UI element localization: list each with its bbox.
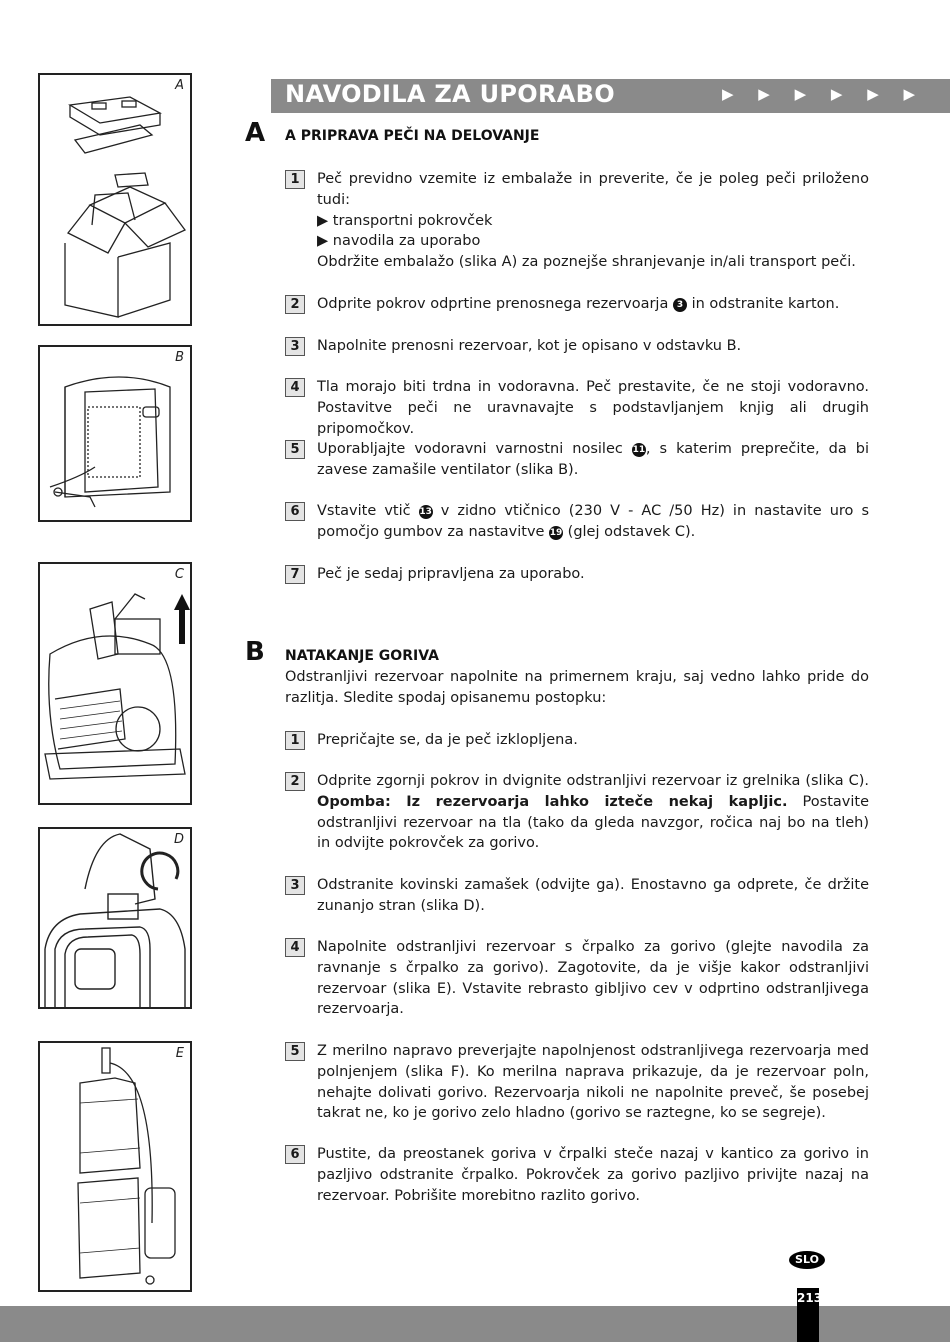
step-text: Peč je sedaj pripravljena za uporabo.	[317, 566, 585, 582]
step-text	[317, 439, 869, 481]
page-title: NAVODILA ZA UPORABO	[285, 80, 615, 108]
figure-c-label: C	[174, 567, 184, 582]
step-text: Odstranite kovinski zamašek (odvijte ga). Enostavno ga odprete, če držite zunanjo stran (slika D).	[317, 877, 869, 914]
step-number: 7	[285, 565, 305, 584]
step-text	[317, 169, 869, 252]
figure-c-illustration	[40, 564, 190, 803]
step-text-part: Postavite odstranljivi rezervoar na tla (tako da gleda navzgor, ročica naj bo na tleh) in odvijte pokrovček za gorivo.	[317, 793, 869, 852]
step-text-part: in odstranite karton.	[691, 296, 840, 312]
component-ref-icon: 11	[632, 445, 646, 455]
step-note: Obdržite embalažo (slika A) za poznejše shranjevanje in/ali transport peči.	[317, 254, 856, 270]
banner-arrows-icon: ▶ ▶ ▶ ▶ ▶ ▶	[722, 85, 926, 103]
bullet-item	[317, 211, 869, 232]
component-ref-icon: 13	[419, 507, 432, 517]
figure-b-illustration	[40, 347, 190, 520]
step-text: Prepričajte se, da je peč izklopljena.	[317, 732, 578, 748]
section-b-letter: B	[245, 637, 265, 667]
step-number: 1	[285, 731, 305, 750]
bullet-arrow-icon: ▶	[317, 233, 333, 250]
page-number-tab	[797, 1288, 823, 1342]
bullet-item	[317, 231, 869, 252]
page-number: 213	[797, 1291, 823, 1305]
step-number: 1	[285, 170, 305, 189]
figure-c	[38, 562, 192, 805]
figure-e-label: E	[175, 1046, 184, 1061]
step-text: Pustite, da preostanek goriva v črpalki steče nazaj v kantico za gorivo in pazljivo odstranite črpalko. Pokrovček za gorivo pazljivo privijte nazaj na rezervoar. Pobrišite morebitno razlito gorivo.	[317, 1146, 869, 1204]
step-number: 5	[285, 1042, 305, 1061]
bullet-arrow-icon: ▶	[317, 212, 333, 229]
figure-d-illustration	[40, 829, 190, 1007]
step-text	[317, 501, 869, 543]
step-text	[317, 771, 869, 854]
step-text-part: (glej odstavek C).	[567, 523, 696, 540]
language-badge: SLO	[789, 1251, 825, 1269]
component-ref-icon: 19	[549, 527, 563, 538]
step-number: 3	[285, 876, 305, 895]
bullet-text: transportni pokrovček	[332, 212, 493, 229]
figure-a	[38, 73, 192, 326]
figure-a-illustration	[40, 75, 190, 324]
figure-b-label: B	[175, 350, 184, 365]
step-number: 5	[285, 440, 305, 459]
step-text: Napolnite odstranljivi rezervoar s črpalko za gorivo (glejte navodila za ravnanje s črpalko za gorivo). Zagotovite, da je višje kakor odstranljivi rezervoar (slika E). Vstavite rebrasto gibljivo cev v odprtino odstranljivega rezervoarja.	[317, 939, 869, 1018]
figure-d-label: D	[173, 832, 184, 847]
step-text: Z merilno napravo preverjajte napolnjenost odstranljivega rezervoarja med polnjenjem (slika F). Ko merilna naprava prikazuje, da je rezervoar poln, nehajte dolivati gorivo. Rezervoarja nikoli ne napolnite preveč, še posebej takrat ne, ko je gorivo zelo hladno (gorivo se raztegne, ko se segreje).	[317, 1043, 869, 1122]
section-b-heading: NATAKANJE GORIVA	[285, 648, 439, 664]
step-note-bold: Opomba: Iz rezervoarja lahko izteče nekaj kapljic.	[317, 793, 788, 810]
step-text-part: Odprite pokrov odprtine prenosnega rezervoarja	[317, 296, 669, 312]
step-number: 6	[285, 502, 305, 521]
step-number: 2	[285, 295, 305, 314]
step-text: Napolnite prenosni rezervoar, kot je opisano v odstavku B.	[317, 338, 742, 354]
section-a-heading: A PRIPRAVA PEČI NA DELOVANJE	[285, 128, 540, 144]
header-banner	[271, 79, 950, 113]
step-text-part: , s katerim preprečite, da bi zavese zamašile ventilator (slika B).	[317, 441, 869, 478]
figure-b	[38, 345, 192, 522]
step-number: 2	[285, 772, 305, 791]
bullet-text: navodila za uporabo	[332, 233, 481, 250]
step-number: 4	[285, 938, 305, 957]
step-text	[317, 294, 869, 315]
section-b-intro: Odstranljivi rezervoar napolnite na primernem kraju, saj vedno lahko pride do razlitja. Sledite spodaj opisanemu postopku:	[285, 669, 869, 706]
figure-e	[38, 1041, 192, 1292]
figure-a-label: A	[175, 78, 184, 93]
step-text-part: Uporabljajte vodoravni varnostni nosilec	[317, 441, 623, 457]
step-text: Tla morajo biti trdna in vodoravna. Peč prestavite, če ne stoji vodoravno. Postavitve peči ne uravnavajte s podstavljanjem knjig ali drugih pripomočkov.	[317, 379, 869, 437]
step-number: 6	[285, 1145, 305, 1164]
step-text-part: Vstavite vtič	[317, 503, 411, 519]
figure-d	[38, 827, 192, 1009]
step-number: 4	[285, 378, 305, 397]
figure-e-illustration	[40, 1043, 190, 1290]
section-a-letter: A	[245, 118, 266, 148]
step-text-part: Odprite zgornji pokrov in dvignite odstranljivi rezervoar iz grelnika (slika C).	[317, 773, 869, 789]
step-number: 3	[285, 337, 305, 356]
step-text-part: v zidno vtičnico (230 V - AC /50 Hz) in nastavite uro s pomočjo gumbov za nastavitve	[317, 503, 870, 540]
component-ref-icon: 3	[673, 298, 687, 312]
step-intro: Peč previdno vzemite iz embalaže in preverite, če je poleg peči priloženo tudi:	[317, 171, 869, 208]
